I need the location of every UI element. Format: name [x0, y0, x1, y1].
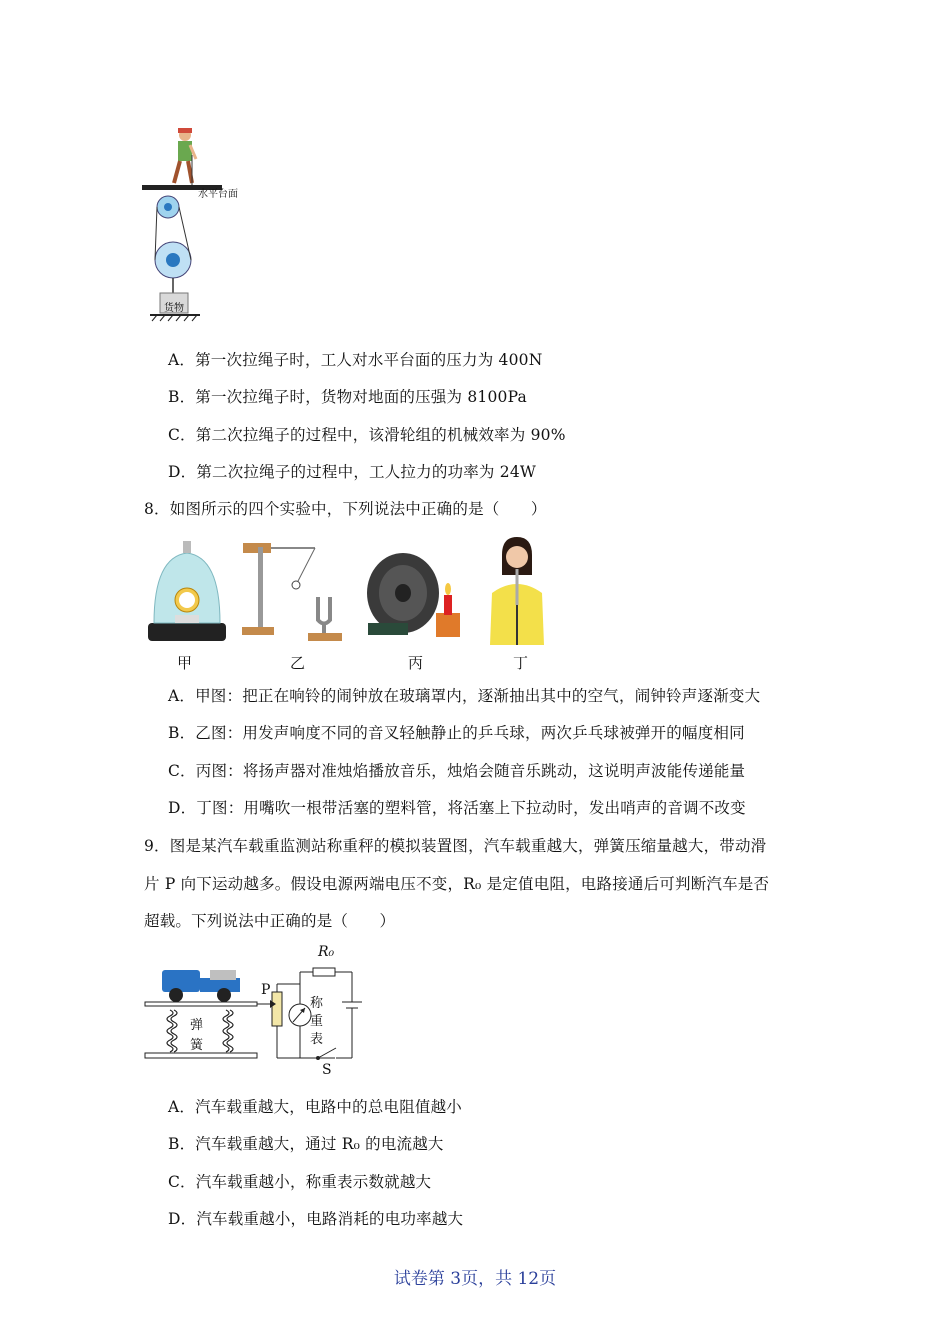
q7-option-b: B．第一次拉绳子时，货物对地面的压强为 8100Pa [168, 388, 527, 406]
q7-option-a: A．第一次拉绳子时，工人对水平台面的压力为 400N [168, 351, 543, 369]
pulley-diagram [140, 125, 260, 325]
four-experiments-image [140, 535, 560, 650]
truck-scale-circuit [140, 940, 370, 1075]
q8-option-a: A．甲图：把正在响铃的闹钟放在玻璃罩内，逐渐抽出其中的空气，闹钟铃声逐渐变大 [168, 687, 761, 705]
q8-option-c: C．丙图：将扬声器对准烛焰播放音乐，烛焰会随音乐跳动，这说明声波能传递能量 [168, 762, 746, 780]
q9-stem-line1: 9．图是某汽车载重监测站称重秤的模拟装置图，汽车载重越大，弹簧压缩量越大，带动滑 [144, 837, 767, 855]
caption-bing: 丙 [408, 654, 424, 672]
switch-s-label: S [322, 1062, 332, 1078]
q7-option-d: D．第二次拉绳子的过程中，工人拉力的功率为 24W [168, 463, 537, 481]
meter-label-1: 称 [310, 996, 324, 1011]
meter-label-2: 重 [310, 1014, 324, 1029]
q8-stem: 8．如图所示的四个实验中，下列说法中正确的是（ ） [144, 500, 547, 518]
q9-stem-line2: 片 P 向下运动越多。假设电源两端电压不变，R₀ 是定值电阻，电路接通后可判断汽车是否 [144, 875, 770, 893]
spring-label-2: 簧 [190, 1038, 204, 1053]
q8-option-b: B．乙图：用发声响度不同的音叉轻触静止的乒乓球，两次乒乓球被弹开的幅度相同 [168, 724, 745, 742]
q8-option-d: D．丁图：用嘴吹一根带活塞的塑料管，将活塞上下拉动时，发出哨声的音调不改变 [168, 799, 746, 817]
q8-figures [140, 535, 560, 650]
caption-jia: 甲 [177, 654, 193, 672]
caption-yi: 乙 [290, 654, 306, 672]
q9-option-a: A．汽车载重越大，电路中的总电阻值越小 [168, 1098, 462, 1116]
platform-label: 水平台面 [198, 189, 238, 200]
circuit-figure [140, 940, 370, 1078]
q9-option-d: D．汽车载重越小，电路消耗的电功率越大 [168, 1210, 464, 1228]
q7-option-c: C．第二次拉绳子的过程中，该滑轮组的机械效率为 90% [168, 426, 566, 444]
spring-label-1: 弹 [190, 1018, 204, 1033]
q9-option-c: C．汽车载重越小，称重表示数就越大 [168, 1173, 432, 1191]
q9-stem-line3: 超载。下列说法中正确的是（ ） [144, 912, 396, 930]
meter-label-3: 表 [310, 1032, 324, 1047]
r0-label: R₀ [318, 944, 335, 960]
pulley-figure [140, 125, 260, 325]
slider-p-label: P [261, 982, 271, 998]
q9-option-b: B．汽车载重越大，通过 R₀ 的电流越大 [168, 1135, 444, 1153]
page-footer: 试卷第 3页，共 12页 [393, 1269, 557, 1289]
caption-ding: 丁 [513, 654, 529, 672]
cargo-label: 货物 [164, 303, 184, 314]
